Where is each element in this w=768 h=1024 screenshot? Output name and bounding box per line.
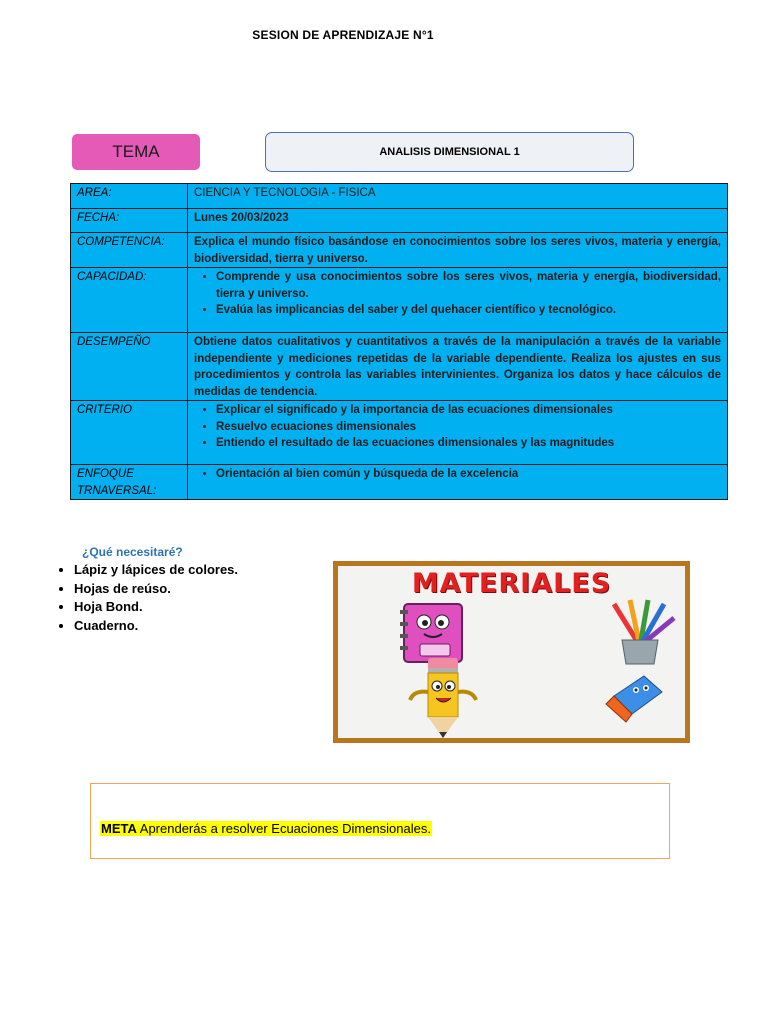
list-item: • Resuelvo ecuaciones dimensionales <box>216 419 721 436</box>
materials-title: MATERIALES <box>411 568 612 599</box>
competencia-value: Explica el mundo físico basándose en conocimientos sobre los seres vivos, materia y energía, biodiversidad, tierra y universo. <box>188 233 728 268</box>
area-label: AREA: <box>71 184 188 209</box>
page-title: SESION DE APRENDIZAJE N°1 <box>252 28 434 42</box>
colored-pencils-icon <box>600 596 680 668</box>
list-item: • Cuaderno. <box>74 617 238 636</box>
list-item: • Explicar el significado y la importancia de las ecuaciones dimensionales <box>216 402 721 419</box>
enfoque-list <box>194 466 721 483</box>
table-row-desempeno <box>71 333 728 401</box>
criterio-list <box>194 402 721 452</box>
competencia-label: COMPETENCIA: <box>71 233 188 268</box>
area-value: CIENCIA Y TECNOLOGIA - FISICA <box>188 184 728 209</box>
criterio-value <box>188 401 728 465</box>
table-row-area <box>71 184 728 209</box>
criterio-label: CRITERIO <box>71 401 188 465</box>
table-row-competencia <box>71 233 728 268</box>
goal-text <box>100 821 432 836</box>
list-item: • Orientación al bien común y búsqueda de la excelencia <box>216 466 721 483</box>
fecha-label: FECHA: <box>71 209 188 233</box>
table-row-enfoque <box>71 465 728 500</box>
table-row-capacidad <box>71 268 728 333</box>
list-item: • Comprende y usa conocimientos sobre los seres vivos, materia y energía, biodiversidad, tierra y universo. <box>216 269 721 302</box>
enfoque-label: ENFOQUE TRNAVERSAL: <box>71 465 188 500</box>
goal-label: META <box>101 821 137 836</box>
needs-list <box>38 561 238 635</box>
capacidad-label: CAPACIDAD: <box>71 268 188 333</box>
goal-description: Aprenderás a resolver Ecuaciones Dimensionales. <box>136 821 431 836</box>
fecha-value: Lunes 20/03/2023 <box>188 209 728 233</box>
tema-label: TEMA <box>72 134 200 170</box>
materials-board <box>338 566 685 738</box>
capacidad-value <box>188 268 728 333</box>
table-row-criterio <box>71 401 728 465</box>
materials-image <box>333 561 690 743</box>
topic-title: ANALISIS DIMENSIONAL 1 <box>265 132 634 172</box>
table-row-fecha <box>71 209 728 233</box>
capacidad-list <box>194 269 721 319</box>
desempeno-label: DESEMPEÑO <box>71 333 188 401</box>
lesson-info-table <box>70 183 728 500</box>
eraser-character-icon <box>600 666 670 726</box>
needs-title: ¿Qué necesitaré? <box>82 545 183 559</box>
desempeno-value: Obtiene datos cualitativos y cuantitativos a través de la manipulación a través de la variable independiente y mediciones repetidas de la variable dependiente. Realiza los ajustes en sus procedimientos y controla las variables intervinientes. Organiza los datos y hace cálculos de medidas de tendencia. <box>188 333 728 401</box>
list-item: • Hoja Bond. <box>74 598 238 617</box>
list-item: • Entiendo el resultado de las ecuaciones dimensionales y las magnitudes <box>216 435 721 452</box>
list-item: • Lápiz y lápices de colores. <box>74 561 238 580</box>
pencil-character-icon <box>398 654 488 738</box>
list-item: • Hojas de reúso. <box>74 580 238 599</box>
enfoque-value <box>188 465 728 500</box>
list-item: • Evalúa las implicancias del saber y del quehacer científico y tecnológico. <box>216 302 721 319</box>
